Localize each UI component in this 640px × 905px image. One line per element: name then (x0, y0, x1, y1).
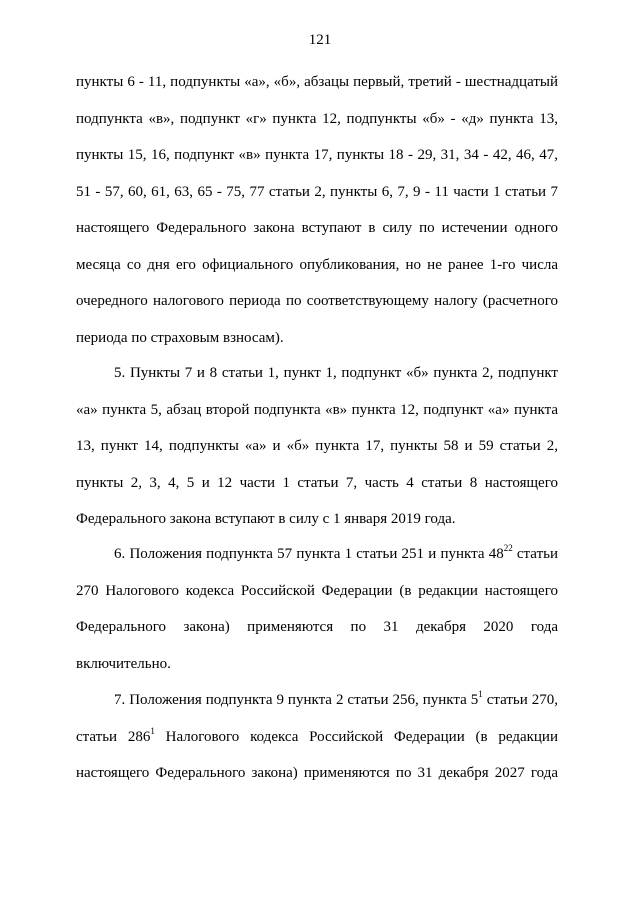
text-line: Федерального закона) применяются по 31 декабря 2020 года (76, 619, 558, 635)
superscript: 22 (503, 543, 513, 553)
text-line: пункты 6 - 11, подпункты «а», «б», абзацы первый, третий - шестнадцатый (76, 74, 558, 90)
text-line: 270 Налогового кодекса Российской Федерации (в редакции настоящего (76, 582, 558, 599)
paragraph-5 (76, 355, 558, 538)
text-line: Федерального закона вступают в силу с 1 января 2019 года. (76, 511, 456, 527)
text-line: включительно. (76, 655, 171, 672)
text-line (76, 682, 558, 719)
text-fragment: Налогового кодекса Российской Федерации (в редакции (154, 728, 558, 745)
text-line: подпункта «в», подпункт «г» пункта 12, подпункты «б» - «д» пункта 13, (76, 110, 558, 127)
text-line: 5. Пункты 7 и 8 статьи 1, пункт 1, подпункт «б» пункта 2, подпункт (114, 365, 558, 381)
text-line: настоящего Федерального закона) применяются по 31 декабря 2027 года (76, 765, 558, 781)
text-line: периода по страховым взносам). (76, 329, 284, 346)
text-line: 13, пункт 14, подпункты «а» и «б» пункта 17, пункты 58 и 59 статьи 2, (76, 438, 558, 454)
text-line: очередного налогового периода по соответствующему налогу (расчетного (76, 293, 558, 309)
text-line: пункты 15, 16, подпункт «в» пункта 17, пункты 18 - 29, 31, 34 - 42, 46, 47, (76, 147, 558, 163)
text-line: месяца со дня его официального опубликования, но не ранее 1-го числа (76, 256, 558, 273)
text-fragment: статьи 270, (482, 692, 559, 708)
paragraph-6 (76, 536, 558, 682)
page-number: 121 (308, 32, 332, 48)
text-line: «а» пункта 5, абзац второй подпункта «в» пункта 12, подпункт «а» пункта (76, 401, 558, 418)
text-line: 51 - 57, 60, 61, 63, 65 - 75, 77 статьи 2, пункты 6, 7, 9 - 11 части 1 статьи 7 (76, 183, 558, 200)
text-line (76, 536, 558, 573)
paragraph-continuation (76, 64, 558, 356)
superscript: 1 (478, 689, 483, 699)
text-fragment: статьи 286 (76, 728, 151, 745)
text-fragment: 6. Положения подпункта 57 пункта 1 статьи 251 и пункта 48 (114, 546, 504, 562)
text-line (76, 719, 558, 756)
superscript: 1 (150, 725, 155, 736)
text-line: настоящего Федерального закона вступают в силу по истечении одного (76, 220, 558, 236)
text-fragment: статьи (512, 546, 558, 562)
text-fragment: 7. Положения подпункта 9 пункта 2 статьи 256, пункта 5 (114, 692, 479, 708)
paragraph-7 (76, 682, 558, 792)
text-line: пункты 2, 3, 4, 5 и 12 части 1 статьи 7, часть 4 статьи 8 настоящего (76, 474, 558, 491)
